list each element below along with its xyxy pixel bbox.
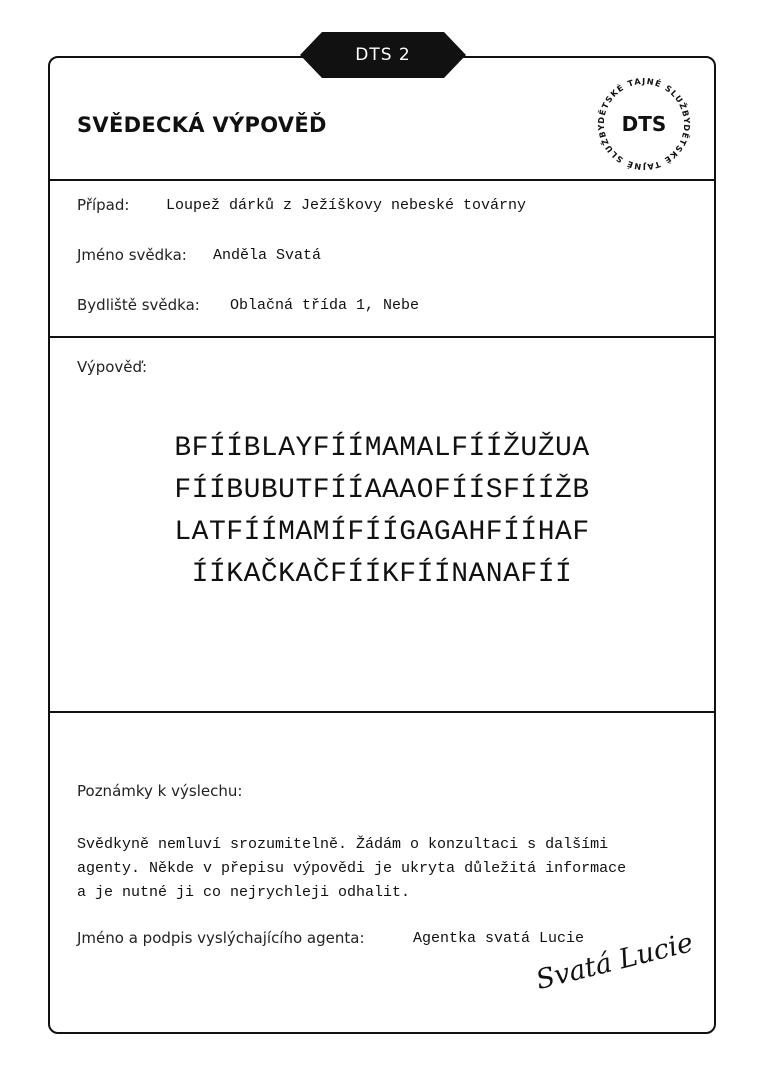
cipher-line: BFÍÍBLAYFÍÍMAMALFÍÍŽUŽUA — [174, 433, 590, 464]
cipher-line: FÍÍBUBUTFÍÍAAAOFÍÍSFÍÍŽB — [174, 475, 590, 506]
agent-signature: Svatá Lucie — [533, 927, 697, 997]
divider — [48, 711, 716, 713]
notes-line: Svědkyně nemluví srozumitelně. Žádám o konzultaci s dalšími — [77, 836, 609, 853]
witness-residence-value: Oblačná třída 1, Nebe — [230, 297, 420, 314]
agent-label: Jméno a podpis vyslýchajícího agenta: — [77, 929, 365, 947]
cipher-testimony — [48, 428, 716, 596]
agent-name: Agentka svatá Lucie — [413, 930, 585, 947]
notes-label: Poznámky k výslechu: — [77, 782, 243, 800]
cipher-line: ÍÍKAČKAČFÍÍKFÍÍNANAFÍÍ — [191, 559, 573, 590]
witness-residence-label: Bydliště svědka: — [77, 296, 200, 314]
divider — [48, 336, 716, 338]
case-value: Loupež dárků z Ježíškovy nebeské továrny — [166, 197, 527, 214]
notes-line: agenty. Někde v přepisu výpovědi je ukryta důležitá informace — [77, 860, 627, 877]
interrogation-notes — [77, 833, 677, 905]
testimony-label: Výpověď: — [77, 358, 148, 376]
stamp-ring-text-2: DĚTSKÉ TAJNÉ SLUŽBY — [595, 122, 693, 173]
dts-stamp-logo — [592, 72, 696, 176]
witness-name-value: Anděla Svatá — [213, 247, 322, 264]
cipher-line: LATFÍÍMAMÍFÍÍGAGAHFÍÍHAF — [174, 517, 590, 548]
page-title: SVĚDECKÁ VÝPOVĚĎ — [77, 113, 327, 137]
stamp-center-text: DTS — [621, 112, 667, 136]
divider — [48, 179, 716, 181]
tab-label: DTS 2 — [355, 45, 411, 65]
document-tab — [300, 32, 466, 78]
witness-name-label: Jméno svědka: — [77, 246, 187, 264]
stamp-ring-text: DĚTSKÉ TAJNÉ SLUŽBY — [595, 75, 693, 126]
case-label: Případ: — [77, 196, 130, 214]
notes-line: a je nutné ji co nejrychleji odhalit. — [77, 884, 411, 901]
